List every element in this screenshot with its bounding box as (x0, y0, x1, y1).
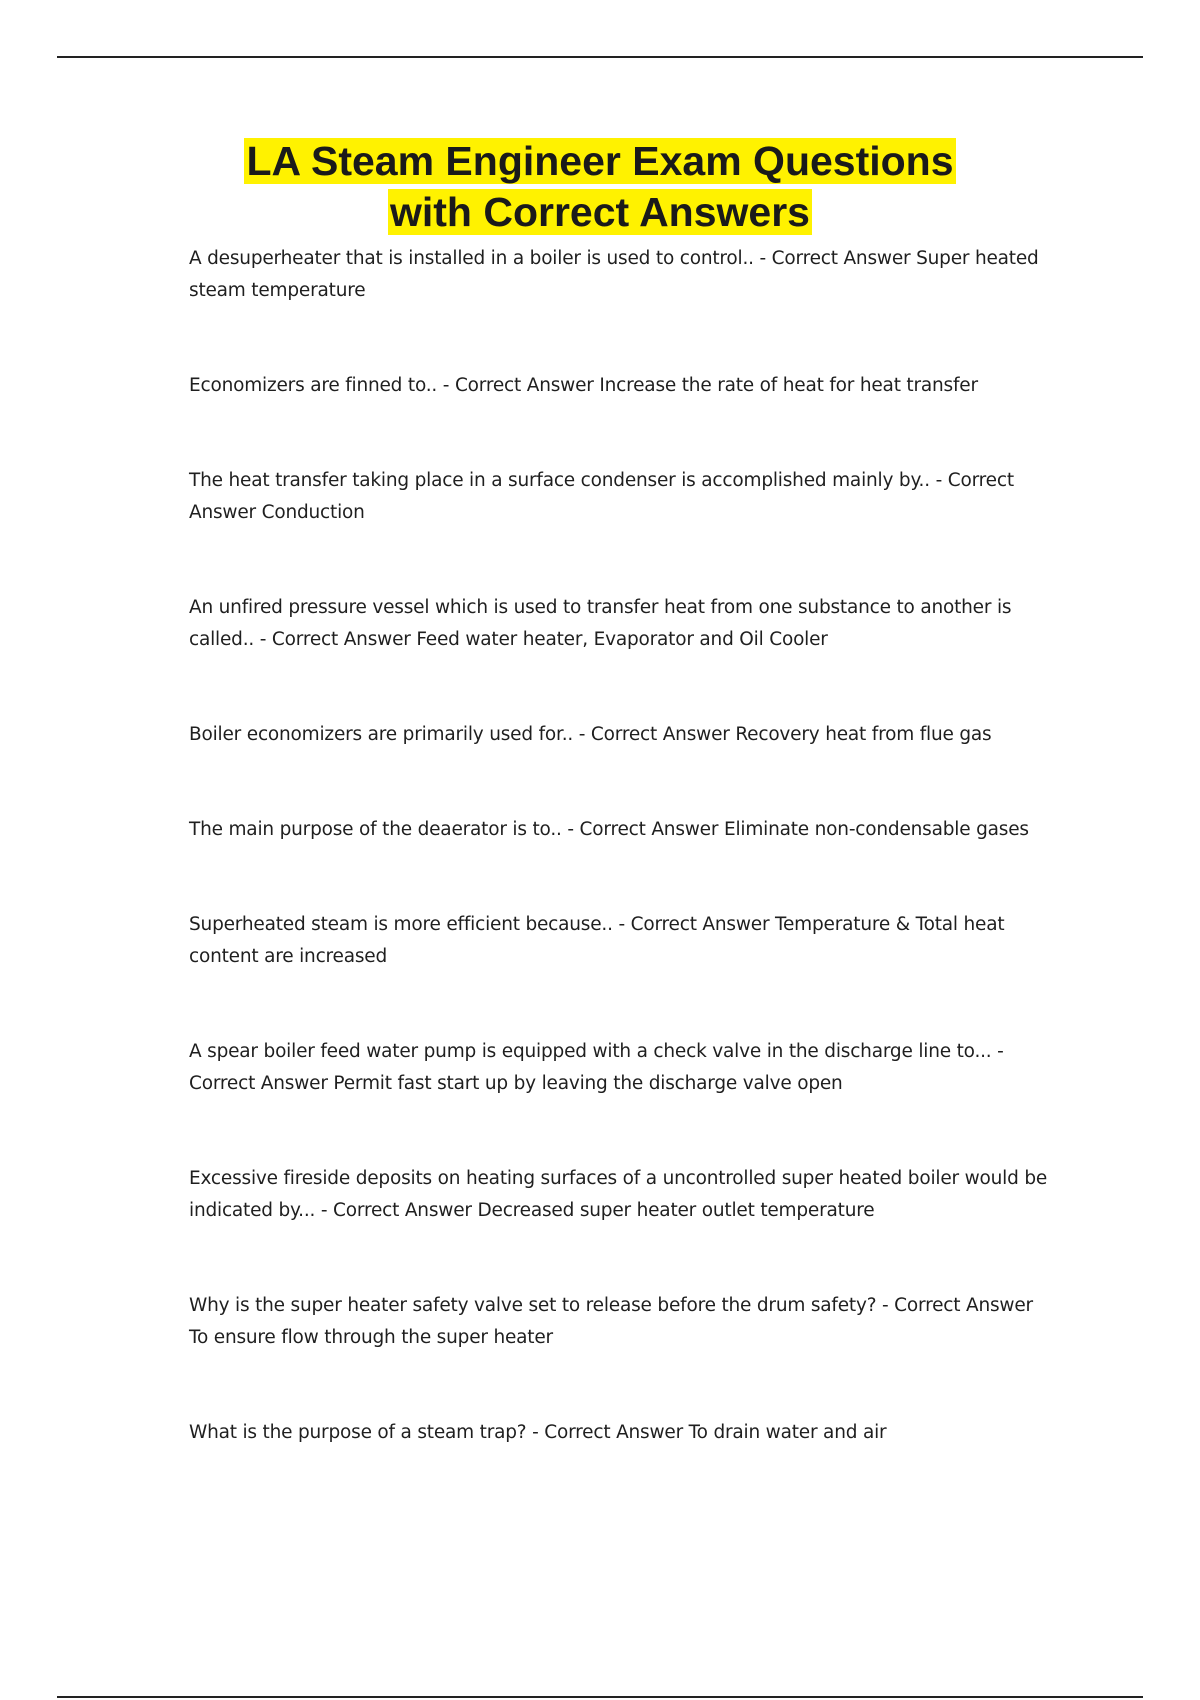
qa-item-8: A spear boiler feed water pump is equipped with a check valve in the discharge line to... - Correct Answer Permit fast start up by leaving the discharge valve open (189, 1041, 1004, 1094)
qa-item-9: Excessive fireside deposits on heating surfaces of a uncontrolled super heated boiler would be indicated by... - Correct Answer Decreased super heater outlet temperature (189, 1168, 1048, 1221)
qa-item-1: A desuperheater that is installed in a boiler is used to control.. - Correct Answer Super heated steam temperature (189, 248, 1039, 301)
qa-item-5: Boiler economizers are primarily used for.. - Correct Answer Recovery heat from flue gas (189, 724, 992, 745)
qa-item-11: What is the purpose of a steam trap? - Correct Answer To drain water and air (189, 1422, 887, 1443)
qa-item-4: An unfired pressure vessel which is used to transfer heat from one substance to another is called.. - Correct Answer Feed water heater, Evaporator and Oil Cooler (189, 597, 1012, 650)
page-title (0, 136, 1200, 238)
qa-item-2: Economizers are finned to.. - Correct Answer Increase the rate of heat for heat transfer (189, 375, 978, 396)
title-line-2: with Correct Answers (390, 189, 810, 235)
qa-item-6: The main purpose of the deaerator is to.. - Correct Answer Eliminate non-condensable gases (189, 819, 1029, 840)
title-line-1: LA Steam Engineer Exam Questions (246, 138, 954, 184)
qa-item-10: Why is the super heater safety valve set to release before the drum safety? - Correct Answer To ensure flow through the super heater (189, 1295, 1033, 1348)
top-rule (57, 56, 1143, 58)
qa-item-7: Superheated steam is more efficient because.. - Correct Answer Temperature & Total heat content are increased (189, 914, 1005, 967)
bottom-rule (57, 1696, 1143, 1698)
qa-item-3: The heat transfer taking place in a surface condenser is accomplished mainly by.. - Correct Answer Conduction (189, 470, 1014, 523)
